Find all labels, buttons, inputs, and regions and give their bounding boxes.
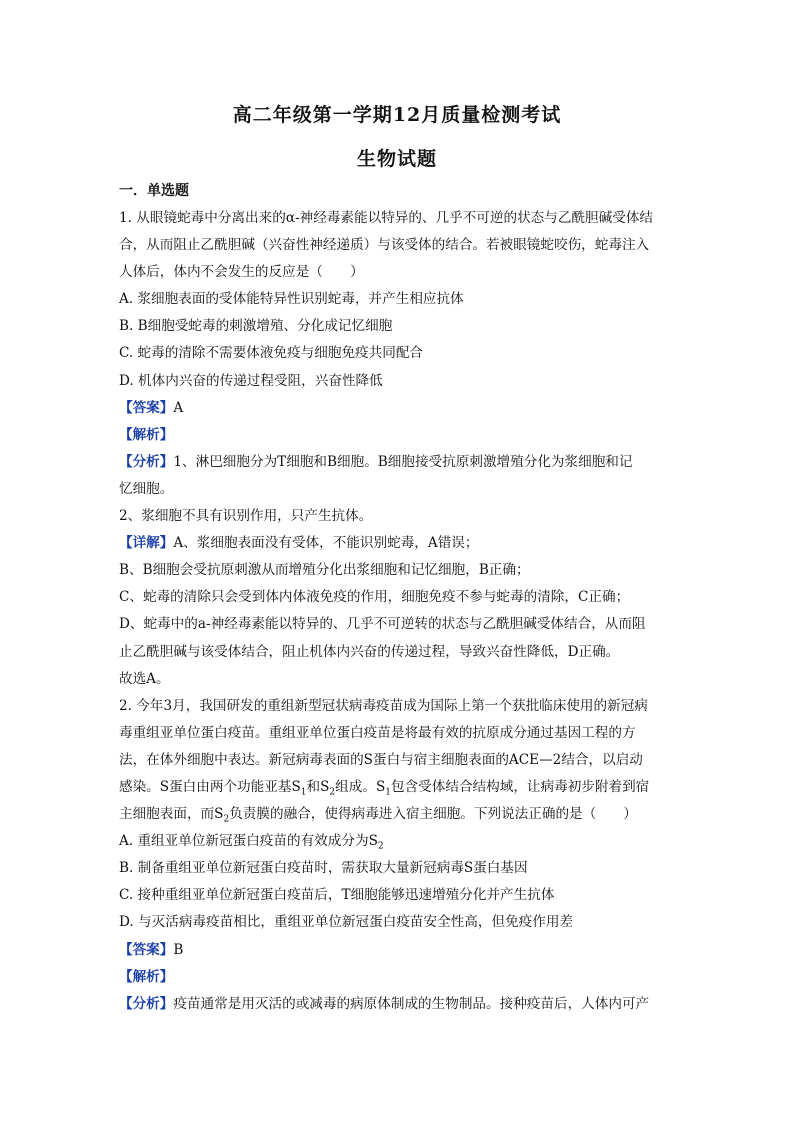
option-line: C. 蛇毒的清除不需要体液免疫与细胞免疫共同配合 xyxy=(119,345,424,362)
text-line: 1. 从眼镜蛇毒中分离出来的α-神经毒素能以特异的、几乎不可逆的状态与乙酰胆碱受体结 xyxy=(119,210,654,226)
document-body xyxy=(119,205,677,1018)
option-line: B. B细胞受蛇毒的刺激增殖、分化成记忆细胞 xyxy=(119,318,393,335)
option-line: D. 机体内兴奋的传递过程受阻，兴奋性降低 xyxy=(119,372,383,389)
text-line: 2、浆细胞不具有识别作用，只产生抗体。 xyxy=(119,508,373,525)
page-title: 高二年级第一学期12月质量检测考试 xyxy=(232,104,562,126)
text-line: 2. 今年3月，我国研发的重组新型冠状病毒疫苗成为国际上第一个获批临床使用的新冠病 xyxy=(119,697,648,714)
page-subtitle: 生物试题 xyxy=(356,148,437,170)
text-line: 主细胞表面，而$S_2$负责膜的融合，使得病毒进入宿主细胞。下列说法正确的是（ ） xyxy=(119,806,638,825)
text-line: 毒重组亚单位蛋白疫苗。重组亚单位蛋白疫苗是将最有效的抗原成分通过基因工程的方 xyxy=(119,724,636,741)
analysis-heading xyxy=(119,964,677,991)
text-line: 法，在体外细胞中表达。新冠病毒表面的S蛋白与宿主细胞表面的ACE—2结合，以启动 xyxy=(119,751,643,768)
answer-tag: 【答案】 xyxy=(119,399,174,416)
analysis-tag: 【解析】 xyxy=(119,968,174,985)
text-line: 人体后，体内不会发生的反应是（ ） xyxy=(119,264,364,281)
fenxi-tag: 【分析】 xyxy=(119,995,174,1012)
text-line: 忆细胞。 xyxy=(119,480,174,497)
analysis-heading xyxy=(119,422,677,449)
text-line: C、蛇毒的清除只会受到体内体液免疫的作用，细胞免疫不参与蛇毒的清除，C正确； xyxy=(119,589,630,606)
analysis-line: 【分析】1、淋巴细胞分为T细胞和B细胞。B细胞接受抗原刺激增殖分化为浆细胞和记 xyxy=(119,453,633,470)
answer-line xyxy=(119,937,677,964)
analysis-line: 【分析】疫苗通常是用灭活的或减毒的病原体制成的生物制品。接种疫苗后，人体内可产 xyxy=(119,995,650,1012)
text-line: 故选A。 xyxy=(119,670,170,687)
answer-line xyxy=(119,395,677,422)
text-line: 止乙酰胆碱与该受体结合，阻止机体内兴奋的传递过程，导致兴奋性降低，D正确。 xyxy=(119,643,620,660)
fenxi-tag: 【分析】 xyxy=(119,453,174,470)
option-line: A. 浆细胞表面的受体能特异性识别蛇毒，并产生相应抗体 xyxy=(119,291,464,308)
text-line: B、B细胞会受抗原刺激从而增殖分化出浆细胞和记忆细胞，B正确； xyxy=(119,562,530,579)
answer-value: A xyxy=(173,399,184,416)
option-line: B. 制备重组亚单位新冠蛋白疫苗时，需获取大量新冠病毒S蛋白基因 xyxy=(119,860,528,877)
text-line: 合，从而阻止乙酰胆碱（兴奋性神经递质）与该受体的结合。若被眼镜蛇咬伤，蛇毒注入 xyxy=(119,237,650,254)
detail-tag: 【详解】 xyxy=(119,535,174,552)
detail-line: 【详解】A、浆细胞表面没有受体，不能识别蛇毒，A错误； xyxy=(119,535,479,552)
option-line: A. 重组亚单位新冠蛋白疫苗的有效成分为$S_2$ xyxy=(119,833,384,852)
answer-tag: 【答案】 xyxy=(119,941,174,958)
analysis-tag: 【解析】 xyxy=(119,426,174,443)
text-line: 感染。S蛋白由两个功能亚基$S_1$和$S_2$组成。$S_1$包含受体结合结构域，让病毒初步附着到宿 xyxy=(119,778,650,798)
option-line: C. 接种重组亚单位新冠蛋白疫苗后，T细胞能够迅速增殖分化并产生抗体 xyxy=(119,887,555,904)
answer-value: B xyxy=(173,941,184,958)
text-line: D、蛇毒中的a-神经毒素能以特异的、几乎不可逆转的状态与乙酰胆碱受体结合，从而阻 xyxy=(119,616,646,633)
section-heading: 一．单选题 xyxy=(119,183,189,199)
option-line: D. 与灭活病毒疫苗相比，重组亚单位新冠蛋白疫苗安全性高，但免疫作用差 xyxy=(119,914,574,931)
